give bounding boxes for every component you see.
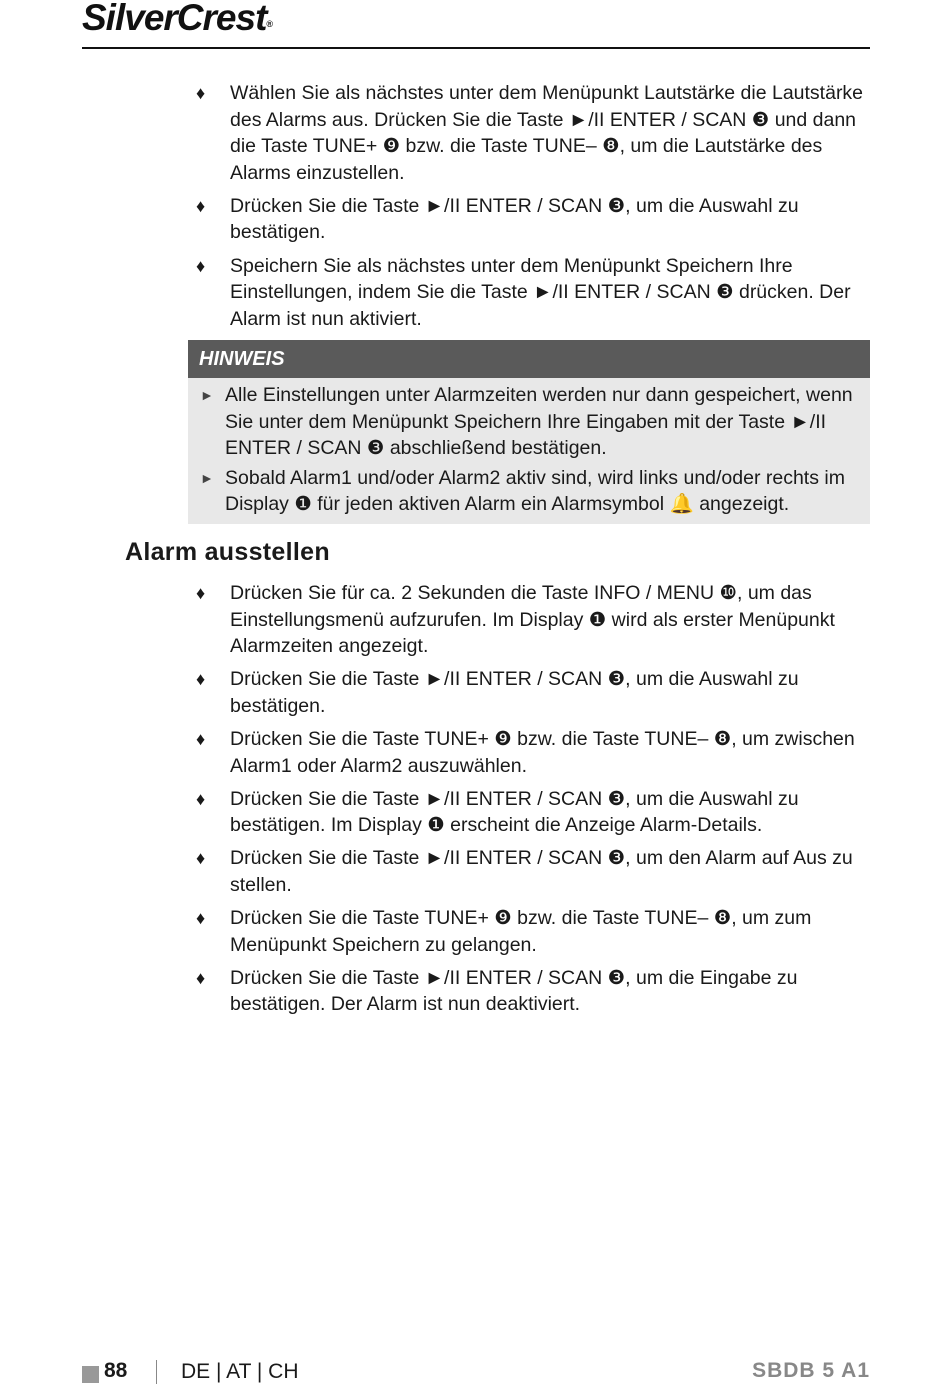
list-item-text: Drücken Sie die Taste ►/II ENTER / SCAN ❸, um die Auswahl zu bestätigen.: [230, 668, 799, 717]
page-footer: [82, 1358, 870, 1390]
model-number: SBDB 5 A1: [752, 1359, 870, 1382]
list-item-text: Speichern Sie als nächstes unter dem Menüpunkt Speichern Ihre Einstellungen, indem Sie die Taste ►/II ENTER / SCAN ❸ drücken. Der Alarm ist nun aktiviert.: [230, 254, 851, 330]
footer-divider: [156, 1360, 157, 1384]
header-rule: [82, 47, 870, 49]
arrow-bullet-icon: ►: [200, 469, 214, 486]
bottom-instruction-list: [190, 580, 870, 1024]
page-number: 88: [104, 1359, 128, 1382]
diamond-bullet-icon: ♦: [196, 583, 206, 603]
list-item: [190, 80, 870, 186]
note-item-text: Alle Einstellungen unter Alarmzeiten werden nur dann gespeichert, wenn Sie unter dem Menüpunkt Speichern Ihre Eingaben mit der Taste ►/II ENTER / SCAN ❸ abschließend bestätigen.: [225, 384, 853, 460]
list-item-text: Drücken Sie die Taste ►/II ENTER / SCAN ❸, um den Alarm auf Aus zu stellen.: [230, 847, 853, 896]
arrow-bullet-icon: ►: [200, 387, 214, 403]
diamond-bullet-icon: ♦: [196, 967, 206, 988]
list-item: [190, 845, 870, 898]
page-marker-square: [82, 1366, 99, 1383]
list-item: [190, 666, 870, 719]
diamond-bullet-icon: ♦: [196, 848, 206, 869]
list-item: [190, 726, 870, 779]
diamond-bullet-icon: ♦: [196, 83, 206, 103]
list-item-text: Drücken Sie für ca. 2 Sekunden die Taste INFO / MENU ❿, um das Einstellungsmenü aufzurufen. Im Display ❶ wird als erster Menüpunkt Alarmzeiten angezeigt.: [230, 582, 835, 658]
list-item-text: Wählen Sie als nächstes unter dem Menüpunkt Lautstärke die Lautstärke des Alarms aus. Drücken Sie die Taste ►/II ENTER / SCAN ❸ und dann die Taste TUNE+ ❾ bzw. die Taste TUNE– ❽, um die Lautstärke des Alarms einzustellen.: [230, 82, 864, 184]
diamond-bullet-icon: ♦: [196, 195, 206, 216]
diamond-bullet-icon: ♦: [196, 255, 206, 276]
diamond-bullet-icon: ♦: [196, 908, 206, 929]
list-item: [190, 580, 870, 660]
list-item-text: Drücken Sie die Taste TUNE+ ❾ bzw. die Taste TUNE– ❽, um zwischen Alarm1 oder Alarm2 auszuwählen.: [230, 727, 855, 777]
diamond-bullet-icon: ♦: [196, 788, 206, 809]
note-item: [188, 465, 870, 518]
list-item: [190, 253, 870, 333]
list-item: [190, 786, 870, 839]
list-item: [190, 193, 870, 246]
top-instruction-list: [190, 80, 870, 339]
list-item: [190, 905, 870, 958]
brand-name: SilverCrest: [82, 0, 267, 38]
diamond-bullet-icon: ♦: [196, 728, 206, 749]
list-item-text: Drücken Sie die Taste TUNE+ ❾ bzw. die Taste TUNE– ❽, um zum Menüpunkt Speichern zu gelangen.: [230, 907, 812, 956]
list-item-text: Drücken Sie die Taste ►/II ENTER / SCAN ❸, um die Auswahl zu bestätigen. Im Display ❶ erscheint die Anzeige Alarm-Details.: [230, 787, 799, 837]
note-list: [188, 382, 870, 518]
language-codes: DE | AT | CH: [181, 1360, 299, 1383]
list-item: [190, 965, 870, 1018]
list-item-text: Drücken Sie die Taste ►/II ENTER / SCAN ❸, um die Eingabe zu bestätigen. Der Alarm ist nun deaktiviert.: [230, 966, 798, 1016]
section-heading: Alarm ausstellen: [125, 538, 330, 566]
diamond-bullet-icon: ♦: [196, 669, 206, 690]
note-item-text: Sobald Alarm1 und/oder Alarm2 aktiv sind, wird links und/oder rechts im Display ❶ für jeden aktiven Alarm ein Alarmsymbol 🔔 angezeigt.: [225, 466, 845, 516]
note-box: [188, 340, 870, 524]
note-title: HINWEIS: [188, 340, 870, 378]
brand-logo: [82, 0, 272, 36]
note-item: [188, 382, 870, 462]
registered-mark: ®: [266, 19, 273, 29]
list-item-text: Drücken Sie die Taste ►/II ENTER / SCAN ❸, um die Auswahl zu bestätigen.: [230, 194, 799, 244]
